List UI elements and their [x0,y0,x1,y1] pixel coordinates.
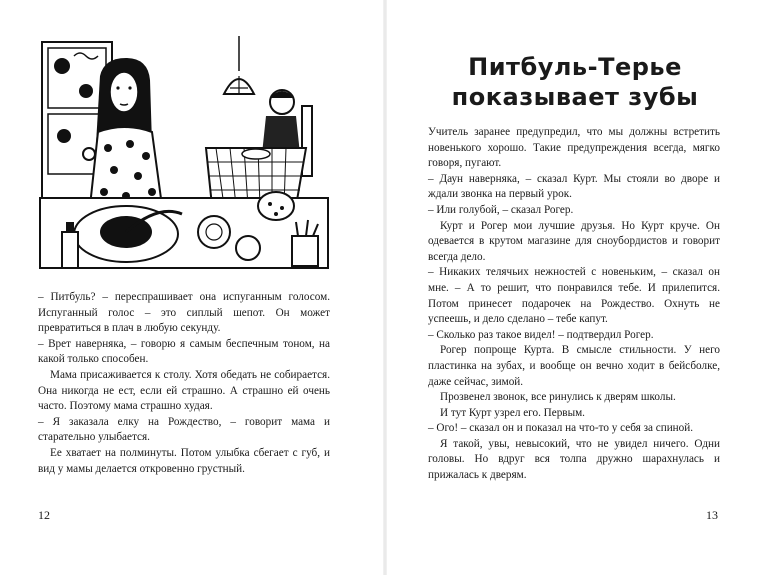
paragraph: Мама присаживается к столу. Хотя обедать не собирается. Она никогда не ест, если ей страшно. А страшно ей очень часто. Поэтому мама страшно худая. [38,368,330,413]
paragraph: Ее хватает на полминуты. Потом улыбка сбегает с губ, и вид у мамы делается откровенно грустный. [38,446,330,475]
paragraph: Учитель заранее предупредил, что мы должны встретить новенького хорошо. Такие предупреждения всегда, мягко говоря, пугают. [428,126,720,170]
paragraph: – Ого! – сказал он и показал на что-то у себя за спиной. [428,422,694,435]
paragraph: Рогер попроще Курта. В смысле стильности. У него пластинка на зубах, и вообще он вечно ходит в бейсболке, даже сейчас, зимой. [428,344,720,388]
paragraph: И тут Курт узрел его. Первым. [440,406,585,419]
left-page-text [38,290,330,477]
chapter-title-line-2: показывает зубы [451,83,699,111]
right-page-text [428,125,720,484]
paragraph: Я такой, увы, невысокий, что не увидел ничего. Одни головы. Но вдруг вся толпа дружно шарахнулась и прижалась к дверям. [428,437,720,482]
paragraph: – Сколько раз такое видел! – подтвердил Рогер. [428,328,654,341]
chapter-title [440,52,710,112]
paragraph: – Питбуль? – переспрашивает она испуганным голосом. Испуганный голос – это сиплый шепот. Он может превратиться в плач в любую секунду. [38,291,330,335]
page-number-left: 12 [38,508,50,522]
paragraph: Курт и Рогер мои лучшие друзья. Но Курт круче. Он одевается в крутом магазине для сноубордистов и говорит всегда дело. [428,219,720,263]
paragraph: Прозвенел звонок, все ринулись к дверям школы. [440,391,676,404]
paragraph: – Врет наверняка, – говорю я самым беспечным тоном, на какой только способен. [38,337,330,366]
paragraph: – Я заказала елку на Рождество, – говорит мама и старательно улыбается. [38,415,330,444]
paragraph: – Никаких телячьих нежностей с новеньким, – сказал он мне. – А то решит, что понравился тебе. И прилепится. Потом принесет подарочек на Рождество. Охнуть не успеешь, и дело сделано – тебе капут. [428,266,720,326]
kitchen-illustration [34,36,334,286]
book-gutter [383,0,387,575]
page-number-right: 13 [706,508,718,522]
paragraph: – Или голубой, – сказал Рогер. [428,203,574,216]
paragraph: – Даун наверняка, – сказал Курт. Мы стояли во дворе и ждали звонка на первый урок. [428,172,720,201]
chapter-title-line-1: Питбуль-Терье [468,53,682,81]
